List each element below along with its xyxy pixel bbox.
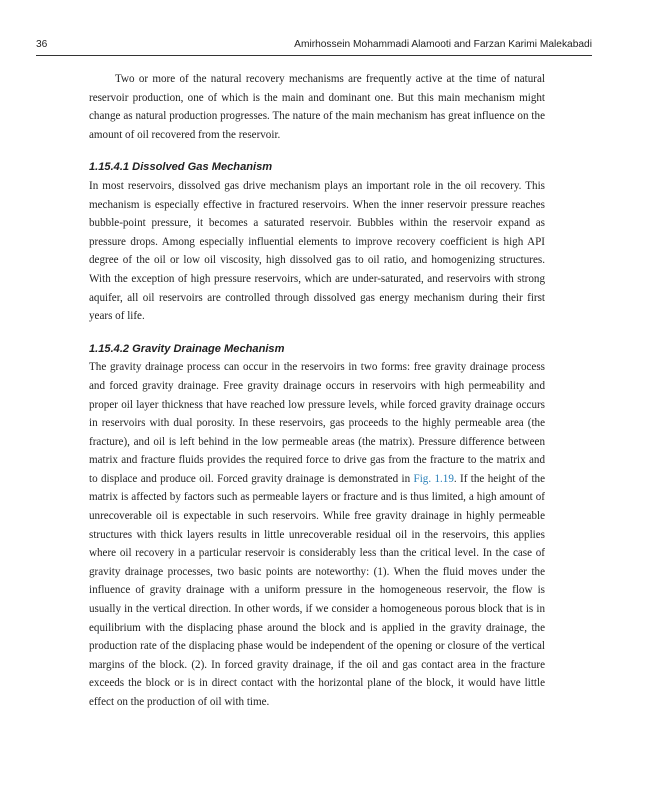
figure-reference-link[interactable]: Fig. 1.19 <box>413 472 454 485</box>
section-heading-dissolved-gas: 1.15.4.1 Dissolved Gas Mechanism <box>89 161 273 174</box>
section-heading-gravity-drainage: 1.15.4.2 Gravity Drainage Mechanism <box>89 342 285 355</box>
gravity-text-part-1: The gravity drainage process can occur in the reservoirs in two forms: free gravity drainage process and forced gravity drainage. Free gravity drainage occurs in reservoirs with high permeability and proper oil layer thickness that have reached low pressure levels, while forced gravity drainage occurs in reservoirs with dual porosity. In these reservoirs, gas proceeds to the highly permeable area (the fracture), and oil is left behind in the low permeable areas (the matrix). Pressure difference between matrix and fracture fluids provides the required force to drive gas from the fracture to the matrix and to displace and produce oil. Forced gravity drainage is demonstrated in <box>89 361 545 485</box>
intro-paragraph: Two or more of the natural recovery mechanisms are frequently active at the time of natural reservoir production, one of which is the main and dominant one. But this main mechanism might change as natural production progresses. The nature of the main mechanism has great influence on the amount of oil recovered from the reservoir. <box>89 73 545 141</box>
running-head: Amirhossein Mohammadi Alamooti and Farzan Karimi Malekabadi <box>294 39 592 50</box>
dissolved-gas-paragraph: In most reservoirs, dissolved gas drive mechanism plays an important role in the oil recovery. This mechanism is especially effective in fractured reservoirs. When the inner reservoir pressure reaches bubble-point pressure, it becomes a saturated reservoir. Bubbles within the reservoir expand as pressure drops. Among especially influential elements to improve recovery coefficient is high API degree of the oil or low oil viscosity, high dissolved gas to oil ratio, and homogenizing structures. With the exception of high pressure reservoirs, which are under-saturated, and reservoirs with strong aquifer, all oil reservoirs are controlled through dissolved gas energy mechanism during their first years of life. <box>89 179 545 323</box>
gravity-text-part-2: . If the height of the matrix is affected by factors such as permeable layers or fracture and is thus limited, a high amount of unrecoverable oil is expectable in such reservoirs. While free gravity drainage in highly permeable structures with thick layers results in little unrecoverable residual oil in the reservoirs, this applies where oil recovery in a particular reservoir is considerably less than the critical level. In the case of gravity drainage processes, two basic points are noteworthy: (1). When the fluid moves under the influence of gravity drainage with a uniform pressure in the homogeneous reservoir, the flow is usually in the vertical direction. In other words, if we consider a homogeneous porous block that is in equilibrium with the displacing phase around the block and is applied in the gravity drainage, the production rate of the displacing phase would be independent of the opening or closure of the vertical margins of the block. (2). In forced gravity drainage, if the oil and gas contact area in the fracture exceeds the block or is in direct contact with the horizontal plane of the block, it would have little effect on the production of oil with time. <box>89 472 545 708</box>
page-body <box>89 70 545 712</box>
gravity-drainage-paragraph <box>89 358 545 711</box>
header-rule <box>36 55 592 56</box>
page-number: 36 <box>36 39 48 50</box>
